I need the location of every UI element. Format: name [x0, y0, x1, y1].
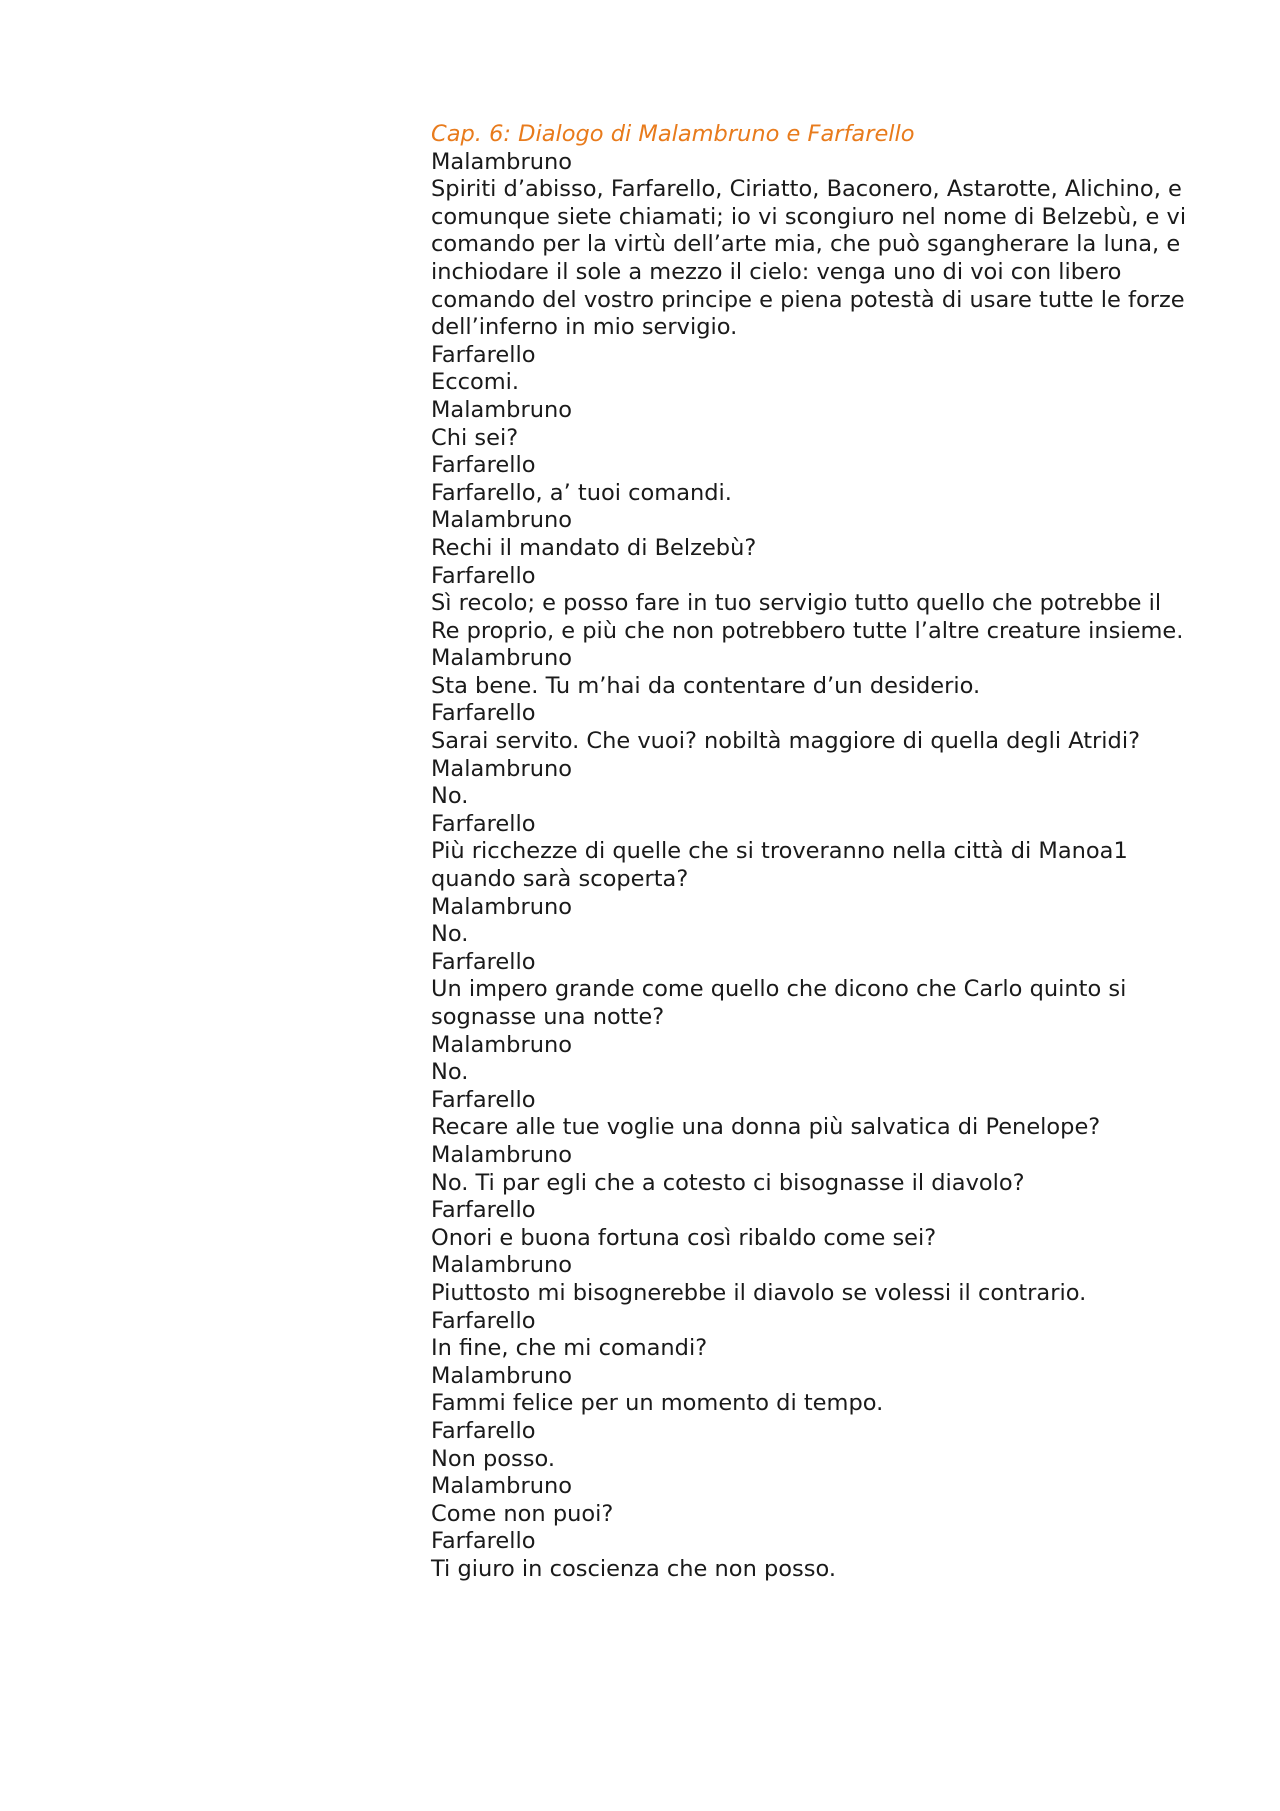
speaker-name: Malambruno [431, 1031, 572, 1058]
speaker-name: Farfarello [431, 562, 536, 589]
speaker-name: Farfarello [431, 700, 536, 727]
speaker-name: Farfarello [431, 948, 536, 975]
document-body [431, 121, 1191, 1583]
speaker-name: Malambruno [431, 1141, 572, 1168]
speaker-name: Malambruno [431, 148, 572, 175]
dialogue-line: Un impero grande come quello che dicono che Carlo quinto si sognasse una notte? [431, 976, 1127, 1030]
speaker-name: Farfarello [431, 341, 536, 368]
dialogue-line: No. Ti par egli che a cotesto ci bisognasse il diavolo? [431, 1169, 1025, 1196]
dialogue-line: In fine, che mi comandi? [431, 1335, 708, 1362]
dialogue-line: Rechi il mandato di Belzebù? [431, 534, 757, 561]
dialogue-list [431, 149, 1191, 1584]
dialogue-line: Fammi felice per un momento di tempo. [431, 1390, 884, 1417]
dialogue-line: Sarai servito. Che vuoi? nobiltà maggiore di quella degli Atridi? [431, 728, 1141, 755]
speaker-name: Farfarello [431, 1086, 536, 1113]
speaker-name: Farfarello [431, 1307, 536, 1334]
dialogue-line: Come non puoi? [431, 1500, 614, 1527]
dialogue-line: Più ricchezze di quelle che si troveranno nella città di Manoa1 quando sarà scoperta? [431, 838, 1128, 893]
speaker-name: Malambruno [431, 645, 572, 672]
speaker-name: Malambruno [431, 1362, 572, 1389]
speaker-name: Farfarello [431, 452, 536, 479]
dialogue-line: Piuttosto mi bisognerebbe il diavolo se volessi il contrario. [431, 1279, 1087, 1306]
speaker-name: Malambruno [431, 1473, 572, 1500]
dialogue-line: Recare alle tue voglie una donna più salvatica di Penelope? [431, 1114, 1101, 1141]
dialogue-line: No. [431, 783, 469, 810]
dialogue-line: Sì recolo; e posso fare in tuo servigio tutto quello che potrebbe il Re proprio, e più che non potrebbero tutte l’altre creature insieme. [431, 590, 1184, 644]
dialogue-line: Spiriti d’abisso, Farfarello, Ciriatto, Baconero, Astarotte, Alichino, e comunque siete chiamati; io vi scongiuro nel nome di Belzebù, e vi comando per la virtù dell’arte mia, che può sgangherare la luna, e inchiodare il sole a mezzo il cielo: venga uno di voi con libero comando del vostro principe e piena potestà di usare tutte le forze dell’inferno in mio servigio. [431, 176, 1187, 341]
speaker-name: Farfarello [431, 1197, 536, 1224]
speaker-name: Malambruno [431, 507, 572, 534]
chapter-title: Cap. 6: Dialogo di Malambruno e Farfarello [431, 121, 915, 147]
dialogue-line: No. [431, 1059, 469, 1086]
speaker-name: Malambruno [431, 755, 572, 782]
speaker-name: Malambruno [431, 1252, 572, 1279]
dialogue-line: Onori e buona fortuna così ribaldo come sei? [431, 1224, 937, 1251]
dialogue-line: No. [431, 921, 469, 948]
dialogue-line: Farfarello, a’ tuoi comandi. [431, 479, 732, 506]
dialogue-line: Ti giuro in coscienza che non posso. [431, 1555, 836, 1582]
speaker-name: Farfarello [431, 1528, 536, 1555]
speaker-name: Malambruno [431, 396, 572, 423]
dialogue-line: Eccomi. [431, 369, 520, 396]
dialogue-line: Non posso. [431, 1445, 556, 1472]
dialogue-line: Chi sei? [431, 424, 519, 451]
speaker-name: Farfarello [431, 810, 536, 837]
speaker-name: Malambruno [431, 893, 572, 920]
dialogue-line: Sta bene. Tu m’hai da contentare d’un desiderio. [431, 672, 981, 699]
speaker-name: Farfarello [431, 1417, 536, 1444]
